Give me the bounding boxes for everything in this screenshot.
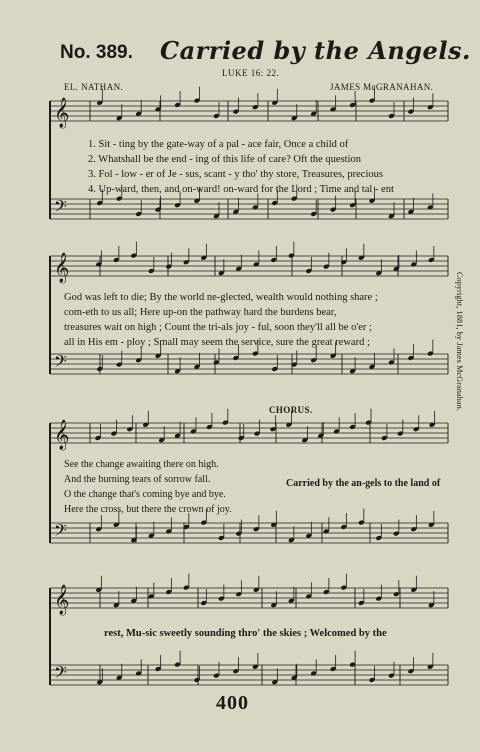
system2-verse-1: God was left to die; By the world ne-glected, wealth would nothing share ; bbox=[64, 292, 378, 303]
system3-treble-clef: 𝄞 bbox=[54, 420, 70, 450]
system1-treble-clef: 𝄞 bbox=[54, 98, 70, 128]
scripture-reference: LUKE 16: 22. bbox=[222, 68, 280, 78]
composer: JAMES McGRANAHAN. bbox=[330, 82, 434, 92]
system1-verse-4: 4. Up-ward, then, and on-ward! on-ward for the Lord ; Time and tal - ent bbox=[88, 184, 394, 195]
system4-treble-clef: 𝄞 bbox=[54, 585, 70, 615]
hymn-title: Carried by the Angels. bbox=[160, 36, 471, 65]
system1-verse-3: 3. Fol - low - er of Je - sus, scant - y tho' thy store, Treasures, precious bbox=[88, 169, 383, 180]
chorus-left-line-4: Here the cross, but there the crown of joy. bbox=[64, 504, 232, 515]
system1-verse-1: 1. Sit - ting by the gate-way of a pal - ace fair, Once a child of bbox=[88, 139, 349, 150]
system2-verse-2: com-eth to us all; Here up-on the pathway hard the burdens bear, bbox=[64, 307, 337, 318]
hymn-number: No. 389. bbox=[60, 42, 133, 63]
system1-bass-clef: 𝄢 bbox=[54, 196, 67, 220]
system3-bass-clef: 𝄢 bbox=[54, 520, 67, 544]
page-number: 400 bbox=[216, 692, 249, 714]
chorus-left-line-1: See the change awaiting there on high. bbox=[64, 459, 219, 470]
lyricist: EL. NATHAN. bbox=[64, 82, 124, 92]
chorus-left-line-3: O the change that's coming bye and bye. bbox=[64, 489, 226, 500]
chorus-label: CHORUS. bbox=[269, 405, 313, 415]
copyright-notice: Copyright, 1881, by James McGranahan. bbox=[455, 272, 464, 412]
system2-verse-4: all in His em - ploy ; Small may seem the service, sure the great reward ; bbox=[64, 337, 370, 348]
chorus-right-line: Carried by the an-gels to the land of bbox=[286, 478, 441, 489]
system4-bass-clef: 𝄢 bbox=[54, 662, 67, 686]
system2-treble-clef: 𝄞 bbox=[54, 253, 70, 283]
system1-verse-2: 2. Whatshall be the end - ing of this life of care? Oft the question bbox=[88, 154, 362, 165]
chorus-left-line-2: And the burning tears of sorrow fall. bbox=[64, 474, 211, 485]
system2-verse-3: treasures wait on high ; Count the tri-als joy - ful, soon they'll all be o'er ; bbox=[64, 322, 372, 333]
system4-lyric: rest, Mu-sic sweetly sounding thro' the skies ; Welcomed by the bbox=[104, 628, 387, 639]
system2-bass-clef: 𝄢 bbox=[54, 351, 67, 375]
